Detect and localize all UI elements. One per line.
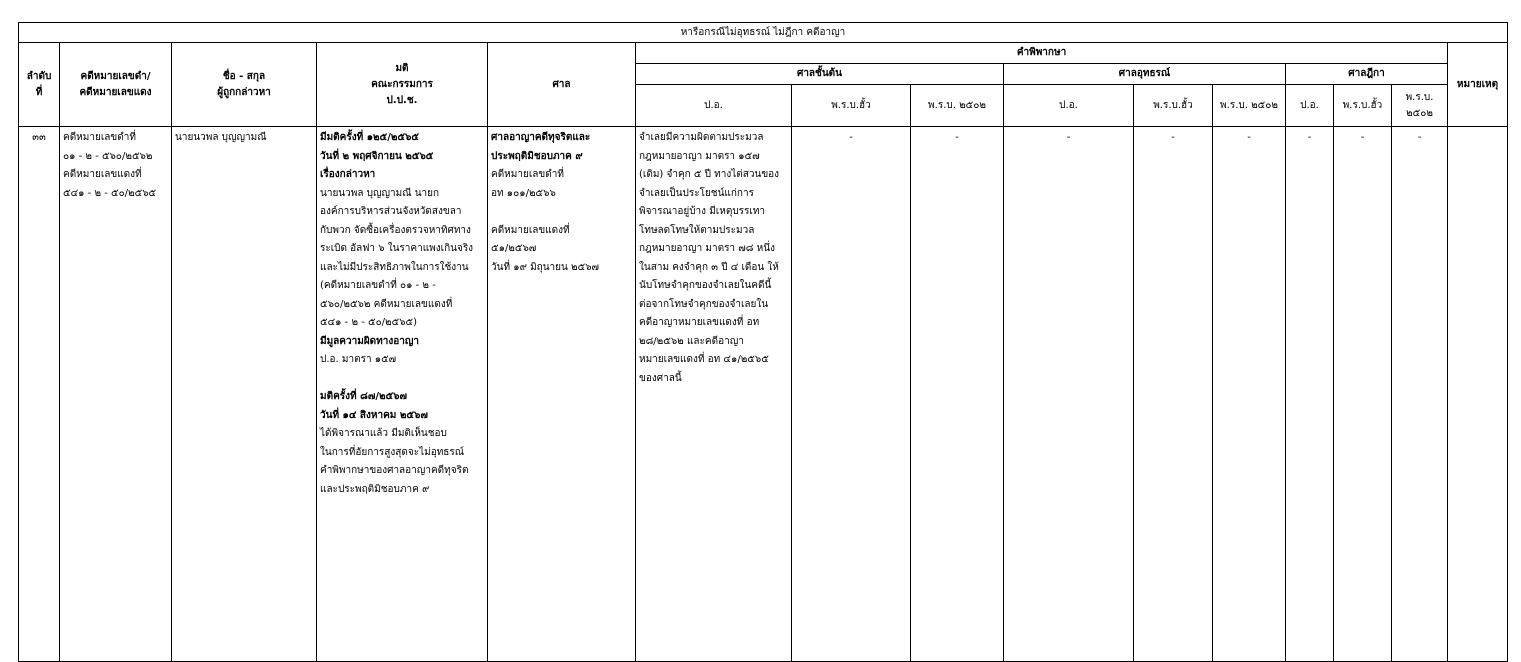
header-no: ลำดับ ที่	[19, 43, 60, 127]
cell-court: ศาลอาญาคดีทุจริตและ ประพฤติมิชอบภาค ๙ คดีหมายเลขดำที่ อท ๑๐๑/๒๕๖๖ คดีหมายเลขแดงที่ ๕๑/๒๕๖๗ วันที่ ๑๙ มิถุนายน ๒๕๖๗	[488, 127, 636, 662]
case-table	[18, 22, 1508, 662]
sub-appeal-prb-2502: พ.ร.บ. ๒๕๐๒	[1213, 85, 1286, 127]
header-appeal-court: ศาลอุทธรณ์	[1004, 64, 1286, 85]
header-remark: หมายเหตุ	[1448, 43, 1508, 127]
cell-first-prb-2502: -	[911, 127, 1004, 662]
cell-supreme-po: -	[1286, 127, 1334, 662]
sub-first-po: ป.อ.	[636, 85, 792, 127]
header-case-number: คดีหมายเลขดำ/ คดีหมายเลขแดง	[60, 43, 172, 127]
cell-resolution: มีมติครั้งที่ ๑๒๕/๒๕๖๕ วันที่ ๒ พฤศจิกายน ๒๕๖๕ เรื่องกล่าวหา นายนวพล บุญญามณี นายก องค์การบริหารส่วนจังหวัดสงขลา กับพวก จัดซื้อเครื่องตรวจหาทิศทาง ระเบิด อัลฟา ๖ ในราคาแพงเกินจริง และไม่มีประสิทธิภาพในการใช้งาน (คดีหมายเลขดำที่ ๐๑ - ๒ - ๕๖๐/๒๕๖๒ คดีหมายเลขแดงที่ ๕๔๑ - ๒ - ๕๐/๒๕๖๕) มีมูลความผิดทางอาญา ป.อ. มาตรา ๑๕๗ มติครั้งที่ ๘๗/๒๕๖๗ วันที่ ๑๔ สิงหาคม ๒๕๖๗ ได้พิจารณาแล้ว มีมติเห็นชอบ ในการที่อัยการสูงสุดจะไม่อุทธรณ์ คำพิพากษาของศาลอาญาคดีทุจริต และประพฤติมิชอบภาค ๙	[317, 127, 488, 662]
table-title: หารือกรณีไม่อุทธรณ์ ไม่ฎีกา คดีอาญา	[19, 23, 1508, 43]
sub-first-prb-2502: พ.ร.บ. ๒๕๐๒	[911, 85, 1004, 127]
header-first-court: ศาลชั้นต้น	[636, 64, 1004, 85]
cell-appeal-prb-2502: -	[1213, 127, 1286, 662]
header-court: ศาล	[488, 43, 636, 127]
cell-no: ๓๓	[19, 127, 60, 662]
sub-first-prb-fraud: พ.ร.บ.ฮั้ว	[792, 85, 911, 127]
sub-supreme-prb-fraud: พ.ร.บ.ฮั้ว	[1334, 85, 1392, 127]
cell-appeal-prb-fraud: -	[1134, 127, 1213, 662]
cell-supreme-prb-2502: -	[1392, 127, 1448, 662]
sub-supreme-po: ป.อ.	[1286, 85, 1334, 127]
header-resolution: มติ คณะกรรมการ ป.ป.ช.	[317, 43, 488, 127]
header-supreme-court: ศาลฎีกา	[1286, 64, 1448, 85]
cell-first-court-po: จำเลยมีความผิดตามประมวล กฎหมายอาญา มาตรา ๑๕๗ (เดิม) จำคุก ๕ ปี ทางไต่สวนของ จำเลยเป็นประโยชน์แก่การ พิจารณาอยู่บ้าง มีเหตุบรรเทา โทษลดโทษให้ตามประมวล กฎหมายอาญา มาตรา ๗๘ หนึ่ง ในสาม คงจำคุก ๓ ปี ๔ เดือน ให้ นับโทษจำคุกของจำเลยในคดีนี้ ต่อจากโทษจำคุกของจำเลยใน คดีอาญาหมายเลขแดงที่ อท ๒๘/๒๕๖๒ และคดีอาญา หมายเลขแดงที่ อท ๔๑/๒๕๖๕ ของศาลนี้	[636, 127, 792, 662]
cell-supreme-prb-fraud: -	[1334, 127, 1392, 662]
sub-appeal-prb-fraud: พ.ร.บ.ฮั้ว	[1134, 85, 1213, 127]
sub-supreme-prb-2502: พ.ร.บ. ๒๕๐๒	[1392, 85, 1448, 127]
header-name: ชื่อ - สกุล ผู้ถูกกล่าวหา	[172, 43, 317, 127]
cell-appeal-po: -	[1004, 127, 1134, 662]
cell-first-prb-fraud: -	[792, 127, 911, 662]
cell-name: นายนวพล บุญญามณี	[172, 127, 317, 662]
cell-remark	[1448, 127, 1508, 662]
cell-case-number: คดีหมายเลขดำที่ ๐๑ - ๒ - ๕๖๐/๒๕๖๒ คดีหมายเลขแดงที่ ๕๔๑ - ๒ - ๕๐/๒๕๖๕	[60, 127, 172, 662]
header-judgment: คำพิพากษา	[636, 43, 1448, 64]
table-row	[19, 127, 1508, 662]
sub-appeal-po: ป.อ.	[1004, 85, 1134, 127]
